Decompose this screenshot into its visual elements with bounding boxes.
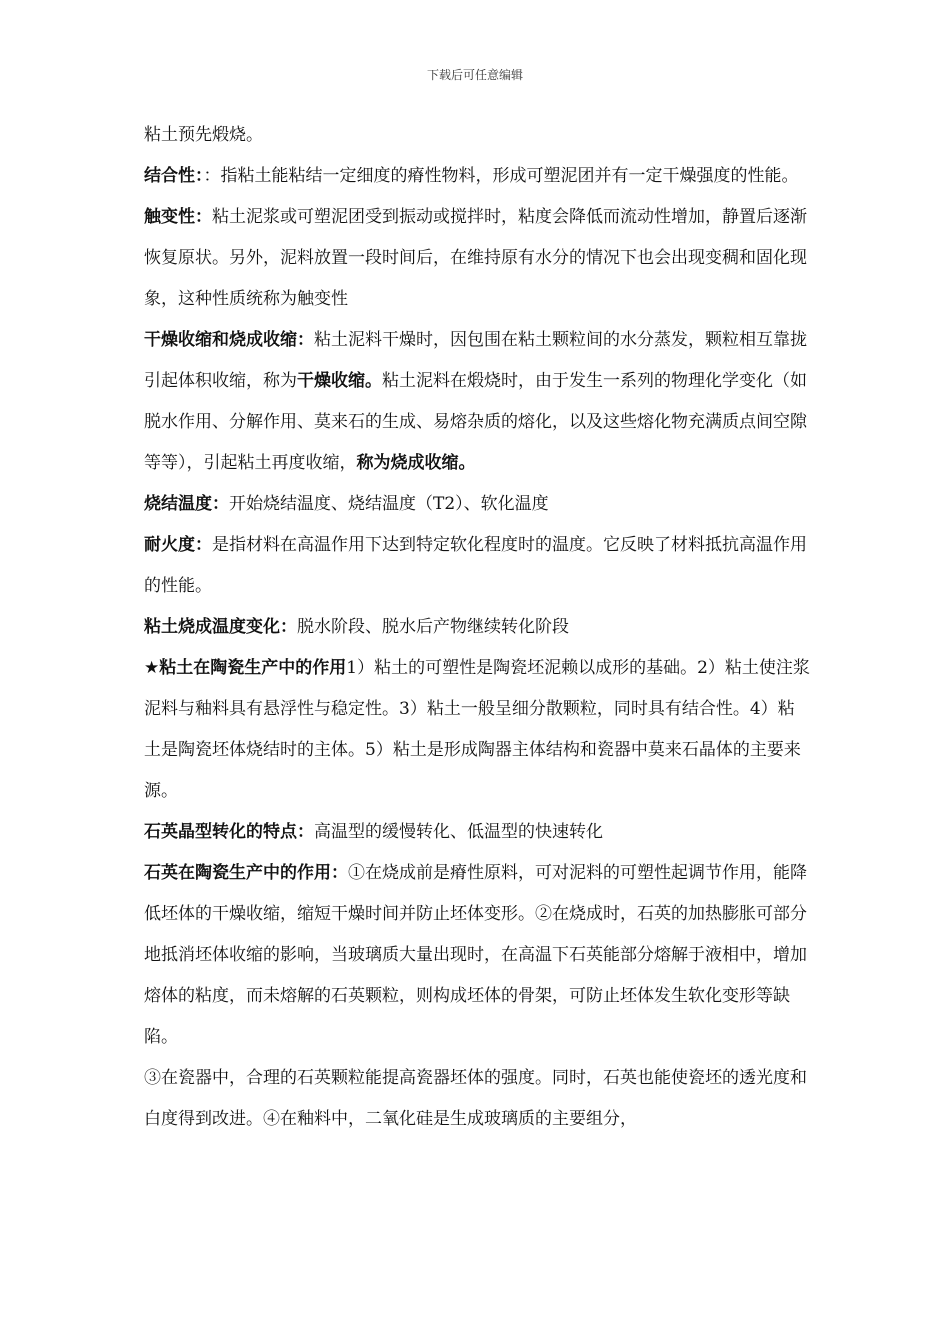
paragraph-calcination xyxy=(144,115,810,156)
term-quartz-role: 石英在陶瓷生产中的作用： xyxy=(144,863,348,883)
paragraph-refractoriness xyxy=(144,525,810,607)
term-thixotropy: 触变性： xyxy=(144,207,212,227)
paragraph-firing-temp-change xyxy=(144,607,810,648)
paragraph-text: ①在烧成前是瘠性原料，可对泥料的可塑性起调节作用，能降低坯体的干燥收缩，缩短干燥时间并防止坯体变形。②在烧成时，石英的加热膨胀可部分地抵消坯体收缩的影响，当玻璃质大量出现时，在高温下石英能部分熔解于液相中，增加熔体的粘度，而未熔解的石英颗粒，则构成坯体的骨架，可防止坯体发生软化变形等缺陷。 xyxy=(144,863,807,1047)
paragraph-text: ③在瓷器中，合理的石英颗粒能提高瓷器坯体的强度。同时，石英也能使瓷坯的透光度和白度得到改进。④在釉料中，二氧化硅是生成玻璃质的主要组分， xyxy=(144,1068,807,1129)
paragraph-quartz-role-cont xyxy=(144,1058,810,1140)
paragraph-shrinkage xyxy=(144,320,810,484)
paragraph-text: 是指材料在高温作用下达到特定软化程度时的温度。它反映了材料抵抗高温作用的性能。 xyxy=(144,535,807,596)
term-drying-shrinkage: 干燥收缩。 xyxy=(297,371,382,391)
paragraph-text: 脱水阶段、脱水后产物继续转化阶段 xyxy=(297,617,569,637)
paragraph-text: 高温型的缓慢转化、低温型的快速转化 xyxy=(314,822,603,842)
paragraph-text: ：指粘土能粘结一定细度的瘠性物料，形成可塑泥团并有一定干燥强度的性能。 xyxy=(203,166,799,186)
term-quartz-transformation: 石英晶型转化的特点： xyxy=(144,822,314,842)
paragraph-text: 粘土泥浆或可塑泥团受到振动或搅拌时，粘度会降低而流动性增加，静置后逐渐恢复原状。另外，泥料放置一段时间后，在维持原有水分的情况下也会出现变稠和固化现象，这种性质统称为触变性 xyxy=(144,207,807,309)
term-firing-shrinkage: 称为烧成收缩。 xyxy=(356,453,476,473)
paragraph-text: 开始烧结温度、烧结温度（T2）、软化温度 xyxy=(229,494,549,514)
term-shrinkage: 干燥收缩和烧成收缩： xyxy=(144,330,314,350)
paragraph-text: 1）粘土的可塑性是陶瓷坯泥赖以成形的基础。2）粘土使注浆泥料与釉料具有悬浮性与稳定性。3）粘土一般呈细分散颗粒，同时具有结合性。4）粘土是陶瓷坯体烧结时的主体。5）粘土是形成陶器主体结构和瓷器中莫来石晶体的主要来源。 xyxy=(144,658,810,801)
paragraph-quartz-transformation xyxy=(144,812,810,853)
term-sintering-temp: 烧结温度： xyxy=(144,494,229,514)
paragraph-text: 粘土预先煅烧。 xyxy=(144,125,263,145)
page-header: 下载后可任意编辑 xyxy=(426,68,523,82)
paragraph-text: 粘土泥料干燥时，因包围在粘土颗粒间的水分蒸发，颗粒相互靠拢引起体积收缩，称为 xyxy=(144,330,807,391)
paragraph-quartz-role xyxy=(144,853,810,1058)
paragraph-sintering-temp xyxy=(144,484,810,525)
paragraph-text: 粘土泥料在煅烧时，由于发生一系列的物理化学变化（如脱水作用、分解作用、莫来石的生成、易熔杂质的熔化，以及这些熔化物充满质点间空隙等等），引起粘土再度收缩， xyxy=(144,371,807,473)
paragraph-clay-role xyxy=(144,648,810,812)
term-clay-role: ★粘土在陶瓷生产中的作用 xyxy=(144,658,347,678)
paragraph-bonding xyxy=(144,156,810,197)
term-firing-temp-change: 粘土烧成温度变化： xyxy=(144,617,297,637)
term-bonding: 结合性： xyxy=(144,166,204,186)
paragraph-thixotropy xyxy=(144,197,810,320)
term-refractoriness: 耐火度： xyxy=(144,535,212,555)
document-body xyxy=(144,115,810,1140)
